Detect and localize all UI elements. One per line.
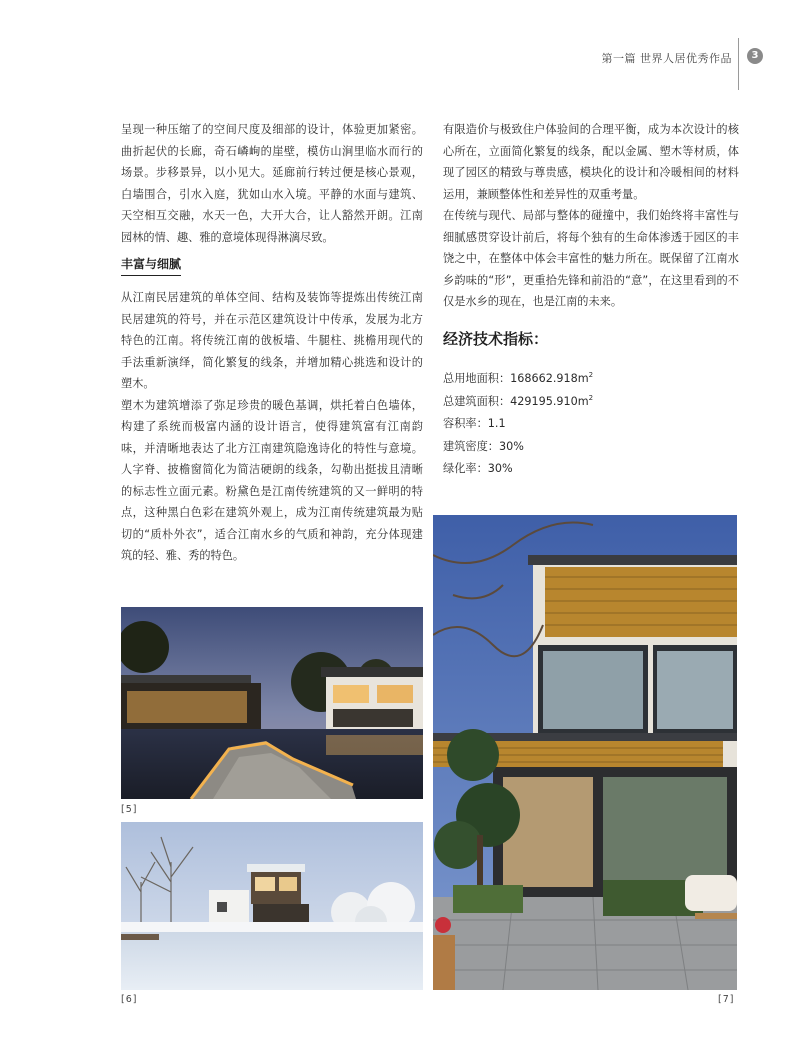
- indicator-coverage: 建筑密度：30%: [443, 439, 524, 453]
- left-column-intro: [121, 119, 423, 248]
- intro-paragraph: 呈现一种压缩了的空间尺度及细部的设计，体验更加紧密。曲折起伏的长廊，奇石嶙峋的崖壁，模仿山涧里临水而行的场景。步移景异，以小见大。延廊前行转过便是核心景观，白墙围合，引水入庭，犹如山水入境。平静的水面与建筑、天空相互交融，水天一色，大开大合，让人豁然开朗。江南园林的情、趣、雅的意境体现得淋漓尽致。: [121, 123, 423, 244]
- photo-snow-pond: [121, 822, 423, 990]
- body-paragraph-1: 从江南民居建筑的单体空间、结构及装饰等提炼出传统江南民居建筑的符号，并在示范区建筑设计中传承，发展为北方特色的江南。将传统江南的戗板墙、牛腿柱、挑檐用现代的手法重新演绎，简化繁复的线条，并增加精心挑选和设计的塑木。: [121, 291, 423, 390]
- economic-indicators-title: 经济技术指标：: [443, 330, 549, 348]
- indicator-floor-area: 总建筑面积：$429195.910m^2$: [443, 393, 594, 408]
- indicator-far: 容积率：1.1: [443, 417, 506, 430]
- running-header: 第一篇 世界人居优秀作品: [601, 52, 732, 65]
- right-paragraph-1: 有限造价与极致住户体验间的合理平衡，成为本次设计的核心所在，立面简化繁复的线条，配以金属、塑木等材质，体现了园区的精致与尊贵感，模块化的设计和冷暖相间的材料运用，兼顾整体性和差异性的双重考量。: [443, 123, 739, 201]
- photo-dusk-courtyard: [121, 607, 423, 799]
- left-column-body: [121, 287, 423, 567]
- photo-6-caption: [6]: [121, 994, 138, 1005]
- body-paragraph-2: 塑木为建筑增添了弥足珍贵的暖色基调，烘托着白色墙体，构建了系统而极富内涵的设计语言，使得建筑富有江南韵味，并清晰地表达了北方江南建筑隐逸诗化的特性与意境。人字脊、披檐窗简化为简洁硬朗的线条，勾勒出挺拔且清晰的标志性立面元素。粉黛色是江南传统建筑的又一鲜明的特点，这种黑白色彩在建筑外观上，成为江南传统建筑最为贴切的“质朴外衣”，适合江南水乡的气质和神韵，充分体现建筑的轻、雅、秀的特色。: [121, 398, 423, 562]
- header-divider: [738, 38, 739, 90]
- economic-indicators-list: [443, 368, 593, 481]
- indicator-green-ratio: 绿化率：30%: [443, 462, 513, 475]
- section-subheading: 丰富与细腻: [121, 255, 181, 276]
- right-column: [443, 119, 739, 313]
- photo-7-caption: [7]: [718, 994, 735, 1005]
- page-number-badge: 3: [747, 48, 763, 64]
- indicator-site-area: 总用地面积：$168662.918m^2$: [443, 371, 594, 385]
- photo-building-terrace: [433, 515, 737, 990]
- right-paragraph-2: 在传统与现代、局部与整体的碰撞中，我们始终将丰富性与细腻感贯穿设计前后，将每个独有的生命体渗透于园区的丰饶之中，在整体中体会丰富性的魅力所在。既保留了江南水乡韵味的“形”，更重拾先锋和前沿的“意”，在这里看到的不仅是水乡的现在，也是江南的未来。: [443, 209, 739, 308]
- photo-5-caption: [5]: [121, 804, 138, 815]
